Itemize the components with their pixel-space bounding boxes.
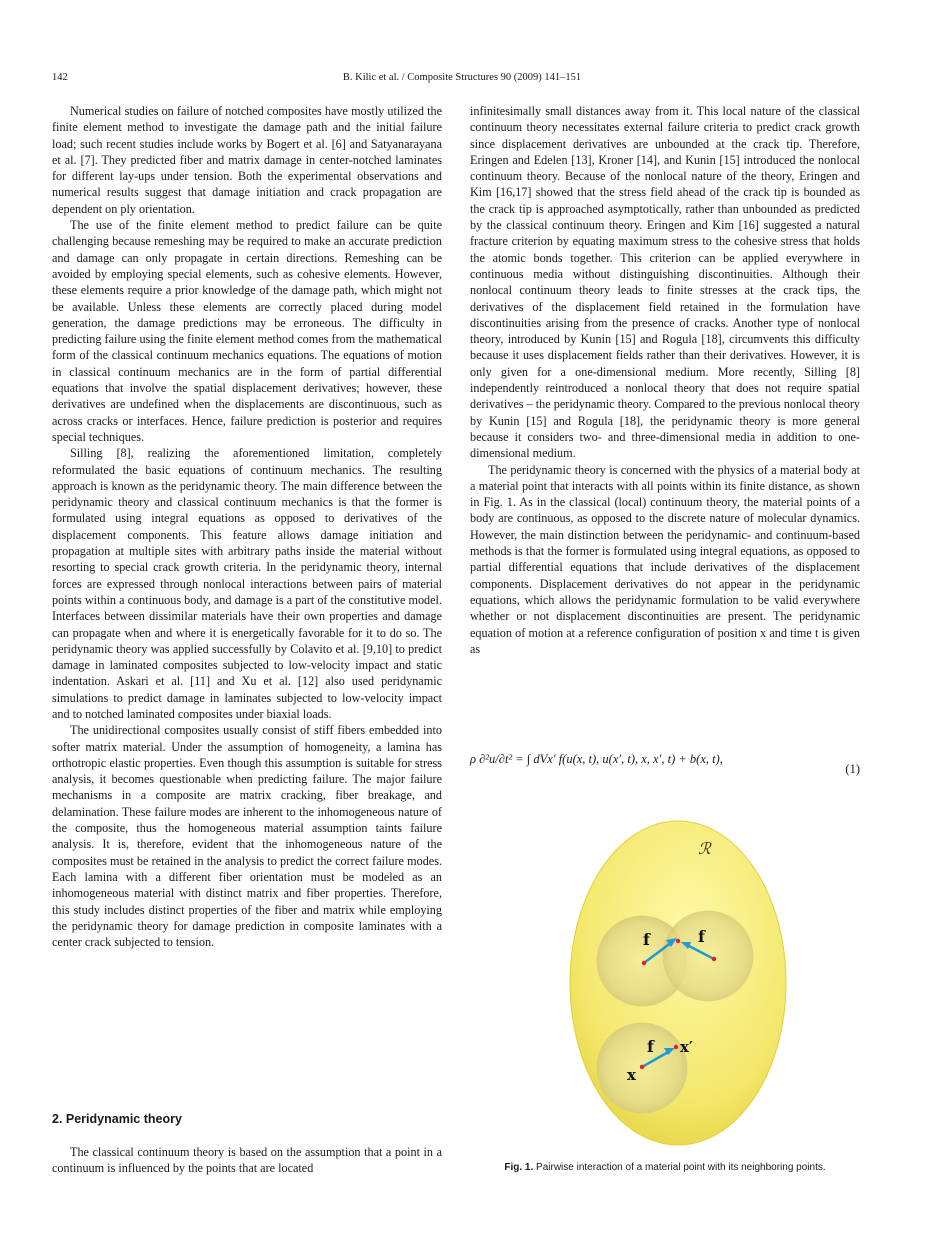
- paragraph: Numerical studies on failure of notched composites have mostly utilized the finite element method to investigate the damage path and the initial failure load; such recent studies include works by Bogert et al. [6] and Satyanarayana et al. [7]. They predicted fiber and matrix damage in center-notched laminates for different lay-ups under tension. Both the experimental observations and numerical results suggest that damage initiation and crack propagation are dependent on ply orientation.: [52, 104, 442, 216]
- paragraph: The classical continuum theory is based on the assumption that a point in a continuum is influenced by the points that are located: [52, 1145, 442, 1176]
- page-number: 142: [52, 72, 68, 83]
- equation-1: [470, 752, 860, 792]
- right-column: [470, 103, 860, 657]
- paragraph: Silling [8], realizing the aforementioned limitation, completely reformulated the basic equations of continuum mechanics. The resulting approach is known as the peridynamic theory. The main difference between the peridynamic theory and classical continuum mechanics is that the former is formulated using integral equations as opposed to derivatives of the displacement components. This feature allows damage initiation and propagation at multiple sites with arbitrary paths inside the material without resorting to special crack growth criteria. In the peridynamic theory, internal forces are expressed through nonlocal interactions between pairs of material points within a continuous body, and damage is a part of the constitutive model. Interfaces between dissimilar materials have their own properties and damage can propagate when and where it is energetically favorable for it to do so. The peridynamic theory was applied successfully by Colavito et al. [9,10] to predict damage in laminated composites subjected to low-velocity impact and static indentation. Askari et al. [11] and Xu et al. [12] also used peridynamic simulations to predict damage in laminates subjected to low-velocity impact and to notched laminated composites under biaxial loads.: [52, 446, 442, 721]
- point-label-xprime: x′: [680, 1038, 693, 1056]
- equation-lhs: ρ ∂²u/∂t² =: [470, 752, 524, 766]
- force-label: f: [698, 927, 705, 946]
- force-label: f: [647, 1037, 654, 1056]
- material-point: [642, 961, 646, 965]
- material-point: [712, 957, 716, 961]
- force-label: f: [643, 930, 650, 949]
- section-heading: 2. Peridynamic theory: [52, 1112, 182, 1126]
- figure-1: [560, 818, 790, 1148]
- paragraph: The peridynamic theory is concerned with the physics of a material body at a material point that interacts with all points within its finite distance, as shown in Fig. 1. As in the classical (local) continuum theory, the material points of a body are continuous, as opposed to the discrete nature of molecular dynamics. However, the main distinction between the peridynamic- and continuum-based methods is that the former is formulated using integral equations, as opposed to partial differential equations that include derivatives of the displacement components. Displacement derivatives do not appear in the peridynamic equations, which allows the peridynamic formulation to be valid everywhere whether or not displacement discontinuities are present. The peridynamic equation of motion at a reference configuration of position x and time t is given as: [470, 462, 860, 656]
- material-point: [674, 1045, 678, 1049]
- region-label: ℛ: [698, 839, 711, 858]
- left-column: [52, 103, 442, 950]
- material-point: [676, 939, 680, 943]
- equation-number: (1): [845, 762, 860, 776]
- section-body: [52, 1144, 442, 1177]
- equation-rhs: ∫ dVx′ f(u(x, t), u(x′, t), x, x′, t) + b(x, t),: [526, 752, 723, 766]
- figure-caption: [470, 1162, 860, 1173]
- paragraph: The unidirectional composites usually consist of stiff fibers embedded into softer matrix material. Under the assumption of homogeneity, a lamina has orthotropic elastic properties. Even though this assumption is suitable for stress analysis, it becomes questionable when predicting failure. The major failure mechanisms in a composite are matrix cracking, fiber breakage, and delamination. These failure modes are inherent to the inhomogeneous nature of the composite, thus the homogeneous material assumption taints failure analysis. It is, therefore, evident that the inhomogeneous nature of the composites must be retained in the analysis to predict the correct failure modes. Each lamina with a different fiber orientation must be modeled as an inhomogeneous material with distinct matrix and fiber properties. Therefore, this study includes distinct properties of the fiber and matrix while employing the peridynamic theory for damage prediction in composite laminates with a center crack subjected to tension.: [52, 723, 442, 950]
- point-label-x: x: [627, 1066, 636, 1084]
- material-point: [640, 1065, 644, 1069]
- page-header: [52, 72, 872, 88]
- running-head: B. Kilic et al. / Composite Structures 90 (2009) 141–151: [342, 72, 582, 83]
- caption-text: Pairwise interaction of a material point with its neighboring points.: [536, 1162, 826, 1173]
- paragraph: infinitesimally small distances away from it. This local nature of the classical continuum theory necessitates external failure criteria to predict crack growth since displacement derivatives are unbounded at the crack tip. Therefore, Eringen and Edelen [13], Kroner [14], and Kunin [15] introduced the nonlocal continuum theory. Because of the nonlocal nature of the theory, Eringen and Kim [16,17] showed that the stress field ahead of the crack tip is bounded as the crack tip is approached asymptotically, rather than unbounded as predicted by the classical continuum theory. Eringen and Kim [16] suggested a natural fracture criterion by equating maximum stress to the cohesive stress that holds the atomic bonds together. This criterion can be applied everywhere in continuous media without distinguishing discontinuities. Although their nonlocal continuum theory leads to finite stresses at the crack tips, the derivatives of the displacement field retained in the formulation have discontinuities arising from the presence of cracks. Another type of nonlocal theory, introduced by Kunin [15] and Rogula [18], circumvents this difficulty because it uses displacement fields rather than their derivatives. However, it is only given for a one-dimensional medium. More recently, Silling [8] independently reintroduced a nonlocal theory that does not require spatial derivatives – the peridynamic theory. Compared to the previous nonlocal theory by Kunin [15] and Rogula [18], the peridynamic theory is more general because it considers two- and three-dimensional media in addition to one-dimensional medium.: [470, 104, 860, 461]
- caption-label: Fig. 1.: [504, 1162, 534, 1173]
- equation-body: [470, 752, 723, 767]
- paragraph: The use of the finite element method to predict failure can be quite challenging because remeshing may be required to make an accurate prediction and damage can only propagate in certain directions. Remeshing can be avoided by employing special elements, such as cohesive elements. However, these elements require a prior knowledge of the damage path, which might not be available. Unless these elements are correctly placed during model generation, the damage predictions may be erroneous. The difficulty in predicting failure using the finite element method comes from the mathematical form of the classical continuum mechanics equations. The equations of motion in classical continuum mechanics are in the form of partial differential equations that involve the spatial displacement derivatives; however, these derivatives are undefined when the displacements are discontinuous, such as across cracks or interfaces. Hence, failure prediction is posterior and requires special techniques.: [52, 218, 442, 444]
